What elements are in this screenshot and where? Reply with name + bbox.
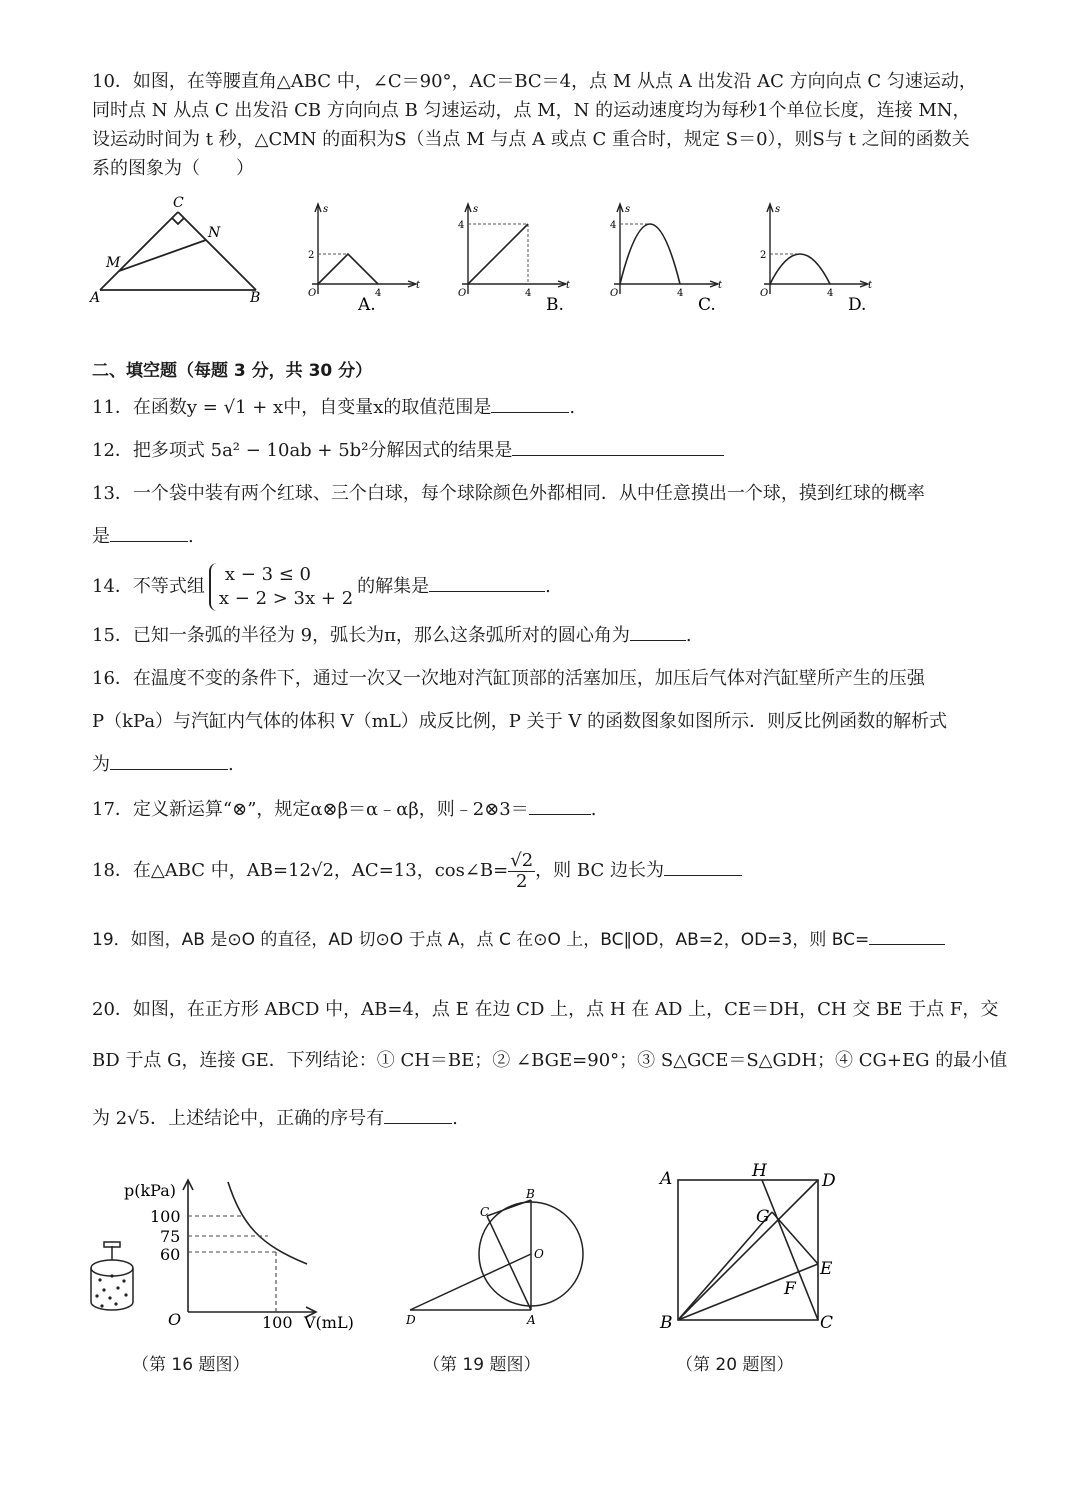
q17-blank[interactable] [529, 796, 591, 815]
q20-line2: BD 于点 G，连接 GE．下列结论：① CH＝BE；② ∠BGE=90°；③ S△GCE＝S△GDH；④ CG+EG 的最小值 [92, 1050, 1008, 1071]
q20-blank[interactable] [384, 1105, 452, 1124]
q16-text3: 为 [92, 754, 110, 775]
fig16-origin: O [168, 1310, 182, 1329]
q17-text: 17．定义新运算“⊗”，规定α⊗β＝α﹣αβ，则﹣2⊗3＝ [92, 799, 529, 820]
q16-blank[interactable] [110, 751, 228, 770]
q10-opt-end-value: 4 [677, 288, 684, 299]
q16-end: . [228, 754, 234, 775]
q13-end: . [188, 526, 194, 547]
fig19-label-d: D [406, 1313, 416, 1327]
q20-line3 [92, 1105, 458, 1133]
fig20-label-h: H [752, 1161, 767, 1181]
q10-opt-peak-value: 2 [760, 250, 767, 261]
q19-blank[interactable] [869, 926, 945, 945]
q14-end: . [545, 576, 551, 597]
q10-option-graph-4 [742, 198, 892, 318]
section2-title: 二、填空题（每题 3 分，共 30 分） [92, 361, 373, 381]
fig16-ytick-60: 60 [160, 1245, 181, 1264]
q16-line1: 16．在温度不变的条件下，通过一次又一次地对汽缸顶部的活塞加压，加压后气体对汽缸壁所产生的压强 [92, 668, 925, 689]
q10-opt-s-label: s [775, 204, 781, 215]
q19-text: 19．如图，AB 是⊙O 的直径，AD 切⊙O 于点 A，点 C 在⊙O 上，BC∥OD，AB=2，OD=3，则 BC= [92, 930, 870, 950]
q18-line [92, 846, 742, 896]
q10-opt-curve [770, 254, 830, 284]
q10-line1: 10．如图，在等腰直角△ABC 中，∠C＝90°，AC＝BC＝4，点 M 从点 A 出发沿 AC 方向向点 C 匀速运动， [92, 71, 977, 92]
fig16-caption: （第 16 题图） [132, 1355, 250, 1375]
q10-option-graph-2 [440, 198, 590, 318]
q10-line4: 系的图象为（ ） [92, 158, 254, 179]
q14-prefix: 14．不等式组 [92, 576, 205, 597]
q11-blank[interactable] [491, 394, 569, 413]
q10-opt-origin: O [760, 288, 769, 299]
q15-end: . [685, 625, 692, 646]
fig19-label-a: A [527, 1313, 536, 1327]
q10-opt-curve [620, 224, 680, 284]
q13-text2: 是 [92, 526, 110, 547]
q10-opt-t-label: t [868, 280, 873, 291]
q20-line1: 20．如图，在正方形 ABCD 中，AB=4，点 E 在边 CD 上，点 H 在 AD 上，CE＝DH，CH 交 BE 于点 F，交 [92, 999, 999, 1020]
q18-blank[interactable] [664, 857, 742, 876]
q10-option-graph-3 [592, 198, 742, 318]
q10-label-n: N [208, 225, 221, 241]
q14-blank[interactable] [429, 573, 545, 592]
q14-ineq2: x − 2 > 3x + 2 [218, 588, 354, 609]
q10-opt-origin: O [458, 288, 467, 299]
q14-line [92, 562, 551, 612]
fig16-xtick-100: 100 [262, 1313, 293, 1332]
fig20-label-d: D [822, 1171, 836, 1191]
q10-opt-s-label: s [625, 204, 631, 215]
q18-frac-num: √2 [510, 849, 534, 871]
fig19-caption: （第 19 题图） [423, 1355, 541, 1375]
q10-label-b: B [250, 290, 261, 306]
q10-opt-s-label: s [473, 204, 479, 215]
fig20-square-figure [650, 1160, 850, 1340]
q11-end: . [569, 397, 576, 418]
q10-opt-s-label: s [323, 204, 329, 215]
q10-opt-curve [318, 254, 378, 284]
fig20-label-e: E [820, 1259, 833, 1279]
q18-suffix: ，则 BC 边长为 [535, 860, 664, 881]
q10-opt-end-value: 4 [375, 288, 382, 299]
q14-ineq1: x − 3 ≤ 0 [224, 564, 312, 585]
fig16-ytick-75: 75 [160, 1227, 181, 1246]
q10-opt-t-label: t [718, 280, 723, 291]
q11-line [92, 394, 575, 422]
q15-text: 15．已知一条弧的半径为 9，弧长为π，那么这条弧所对的圆心角为 [92, 625, 630, 646]
q10-opt-peak-value: 4 [610, 220, 617, 231]
fig19-circle-figure [402, 1186, 592, 1336]
q10-triangle-figure [88, 192, 268, 312]
q10-option-letter: D. [848, 295, 867, 315]
q10-opt-origin: O [308, 288, 317, 299]
q13-line1: 13．一个袋中装有两个红球、三个白球，每个球除颜色外都相同．从中任意摸出一个球，摸到红球的概率 [92, 483, 925, 504]
q16-line3 [92, 751, 234, 779]
q20-text3: 为 2√5．上述结论中，正确的序号有 [92, 1108, 385, 1129]
fig16-ytick-100: 100 [150, 1207, 181, 1226]
q10-opt-t-label: t [416, 280, 421, 291]
q10-opt-t-label: t [566, 280, 571, 291]
q10-option-graph-1 [290, 198, 440, 318]
fig20-label-c: C [820, 1313, 834, 1333]
q10-option-letter: C. [698, 295, 716, 315]
q13-line2 [92, 523, 194, 551]
fig19-label-b: B [526, 1187, 535, 1201]
q15-line [92, 622, 692, 650]
fig20-label-f: F [784, 1279, 796, 1299]
q12-line [92, 437, 724, 465]
q10-line2: 同时点 N 从点 C 出发沿 CB 方向向点 B 匀速运动，点 M，N 的运动速度均为每秒1个单位长度，连接 MN， [92, 100, 971, 121]
fig16-x-label: V(mL) [304, 1313, 354, 1332]
q10-opt-end-value: 4 [827, 288, 834, 299]
q10-opt-origin: O [610, 288, 619, 299]
q10-option-letter: B. [546, 295, 564, 315]
fig20-caption: （第 20 题图） [676, 1355, 794, 1375]
q16-line2: P（kPa）与汽缸内气体的体积 V（mL）成反比例，P 关于 V 的函数图象如图所示．则反比例函数的解析式 [92, 711, 948, 732]
q18-frac-den: 2 [515, 870, 528, 892]
fig20-label-g: G [756, 1207, 770, 1227]
q10-label-m: M [106, 255, 121, 271]
fig19-label-c: C [480, 1205, 490, 1219]
q17-line [92, 796, 596, 824]
q18-fraction [508, 851, 535, 892]
fig20-label-a: A [660, 1169, 673, 1189]
fig16-pressure-volume-graph [82, 1170, 372, 1340]
q13-blank[interactable] [110, 523, 188, 542]
q10-label-c: C [173, 195, 184, 211]
q10-opt-curve [468, 224, 528, 284]
q19-line [92, 926, 945, 954]
q17-end: . [590, 799, 597, 820]
q10-opt-end-value: 4 [525, 288, 532, 299]
fig19-label-o: O [534, 1247, 544, 1261]
fig16-y-label: p(kPa) [124, 1181, 177, 1200]
q15-blank[interactable] [630, 622, 686, 641]
q18-prefix: 18．在△ABC 中，AB=12√2，AC=13，cos∠B= [92, 860, 509, 881]
q10-option-letter: A. [358, 295, 376, 315]
fig20-label-b: B [660, 1313, 673, 1333]
q11-text: 11．在函数y = √1 + x中，自变量x的取值范围是 [92, 397, 492, 418]
q14-system [209, 563, 353, 611]
q12-blank[interactable] [512, 437, 724, 456]
q10-line3: 设运动时间为 t 秒，△CMN 的面积为S（当点 M 与点 A 或点 C 重合时，规定 S＝0），则S与 t 之间的函数关 [92, 129, 970, 150]
q14-suffix: 的解集是 [357, 576, 430, 597]
q10-opt-peak-value: 4 [458, 220, 465, 231]
q12-text: 12．把多项式 5a² − 10ab + 5b²分解因式的结果是 [92, 440, 513, 461]
q10-label-a: A [90, 290, 101, 306]
q20-end: . [452, 1108, 458, 1129]
q10-opt-peak-value: 2 [308, 250, 315, 261]
